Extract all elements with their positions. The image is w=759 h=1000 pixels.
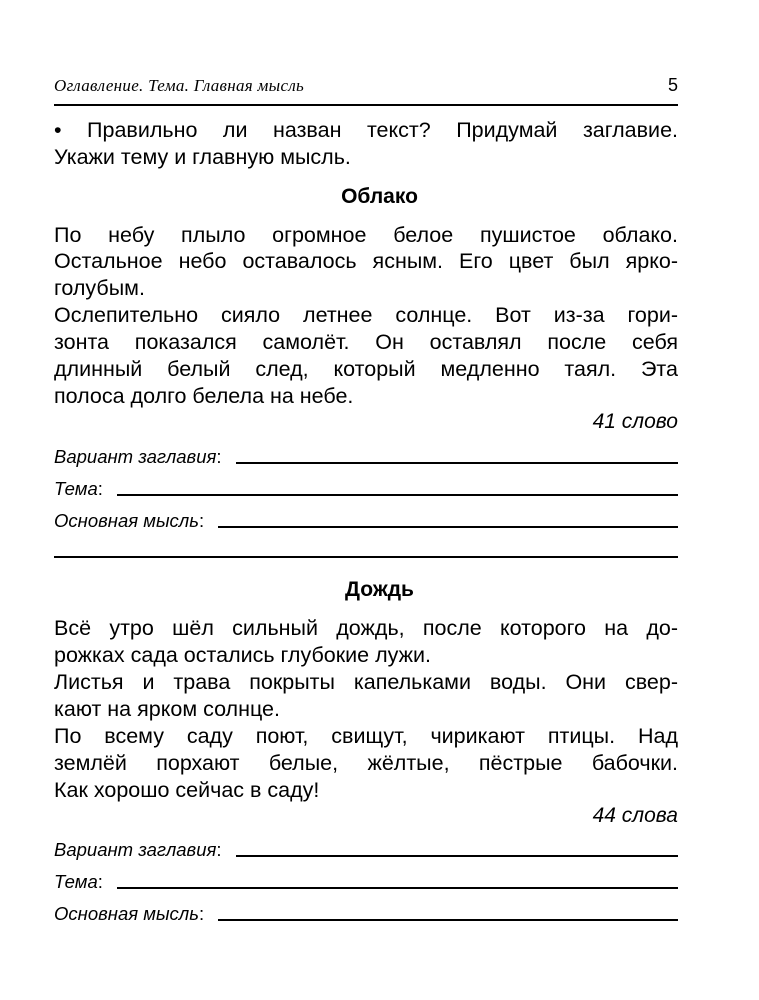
text1-line: По небу плыло огромное белое пушистое облако.: [54, 223, 678, 247]
title-variant-label: Вариант заглавия: [54, 446, 217, 467]
text2-title: Дождь: [345, 578, 414, 601]
text1-line: полоса долго белела на небе.: [54, 384, 354, 408]
answer-line[interactable]: [236, 462, 678, 464]
text1-word-count: 41 слово: [592, 410, 678, 433]
theme-label: Тема: [54, 871, 98, 892]
text2-word-count: 44 слова: [592, 804, 678, 827]
label-colon: :: [198, 510, 205, 531]
task-text-1: Правильно ли назван текст? Придумай заглавие.: [87, 118, 678, 142]
main-idea-label: Основная мысль: [54, 510, 199, 531]
text1-line: голубым.: [54, 276, 145, 300]
text2-line: По всему саду поют, свищут, чирикают птицы. Над: [54, 724, 678, 748]
task-line-1: [54, 117, 678, 143]
text2-line: Всё утро шёл сильный дождь, после которого на до-: [54, 616, 678, 640]
text1-line: зонта показался самолёт. Он оставлял после себя: [54, 330, 678, 354]
bullet-icon: •: [54, 118, 62, 142]
text2-line: Как хорошо сейчас в саду!: [54, 778, 320, 802]
answer-line[interactable]: [117, 887, 678, 889]
answer-line[interactable]: [218, 919, 678, 921]
answer-line[interactable]: [236, 855, 678, 857]
text1-line: Остальное небо оставалось ясным. Его цвет был ярко-: [54, 249, 678, 273]
answer-line-extra[interactable]: [54, 556, 678, 558]
label-colon: :: [97, 871, 103, 892]
text1-line: Ослепительно сияло летнее солнце. Вот из-за гори-: [54, 303, 678, 327]
answer-line[interactable]: [117, 494, 678, 496]
text2-line: рожках сада остались глубокие лужи.: [54, 643, 431, 667]
page-header: [54, 76, 678, 102]
label-colon: :: [97, 478, 103, 499]
theme-field-1[interactable]: [54, 472, 678, 500]
label-colon: :: [198, 903, 205, 924]
main-idea-field-1[interactable]: [54, 504, 678, 532]
section-title: Оглавление. Тема. Главная мысль: [54, 76, 305, 95]
main-idea-label: Основная мысль: [54, 903, 199, 924]
title-variant-field-1[interactable]: [54, 440, 678, 468]
page-number: 5: [667, 75, 678, 95]
text2-line: землёй порхают белые, жёлтые, пёстрые бабочки.: [54, 751, 678, 775]
label-colon: :: [216, 839, 222, 860]
main-idea-field-2[interactable]: [54, 897, 678, 925]
header-divider: [54, 104, 678, 106]
theme-field-2[interactable]: [54, 865, 678, 893]
title-variant-field-2[interactable]: [54, 833, 678, 861]
answer-line[interactable]: [218, 526, 678, 528]
text1-line: длинный белый след, который медленно таял. Эта: [54, 357, 678, 381]
text1-title: Облако: [341, 185, 418, 208]
text2-line: Листья и трава покрыты капельками воды. Они свер-: [54, 670, 678, 694]
text2-line: кают на ярком солнце.: [54, 697, 280, 721]
label-colon: :: [216, 446, 222, 467]
title-variant-label: Вариант заглавия: [54, 839, 217, 860]
task-line-2: Укажи тему и главную мысль.: [54, 145, 351, 169]
theme-label: Тема: [54, 478, 98, 499]
